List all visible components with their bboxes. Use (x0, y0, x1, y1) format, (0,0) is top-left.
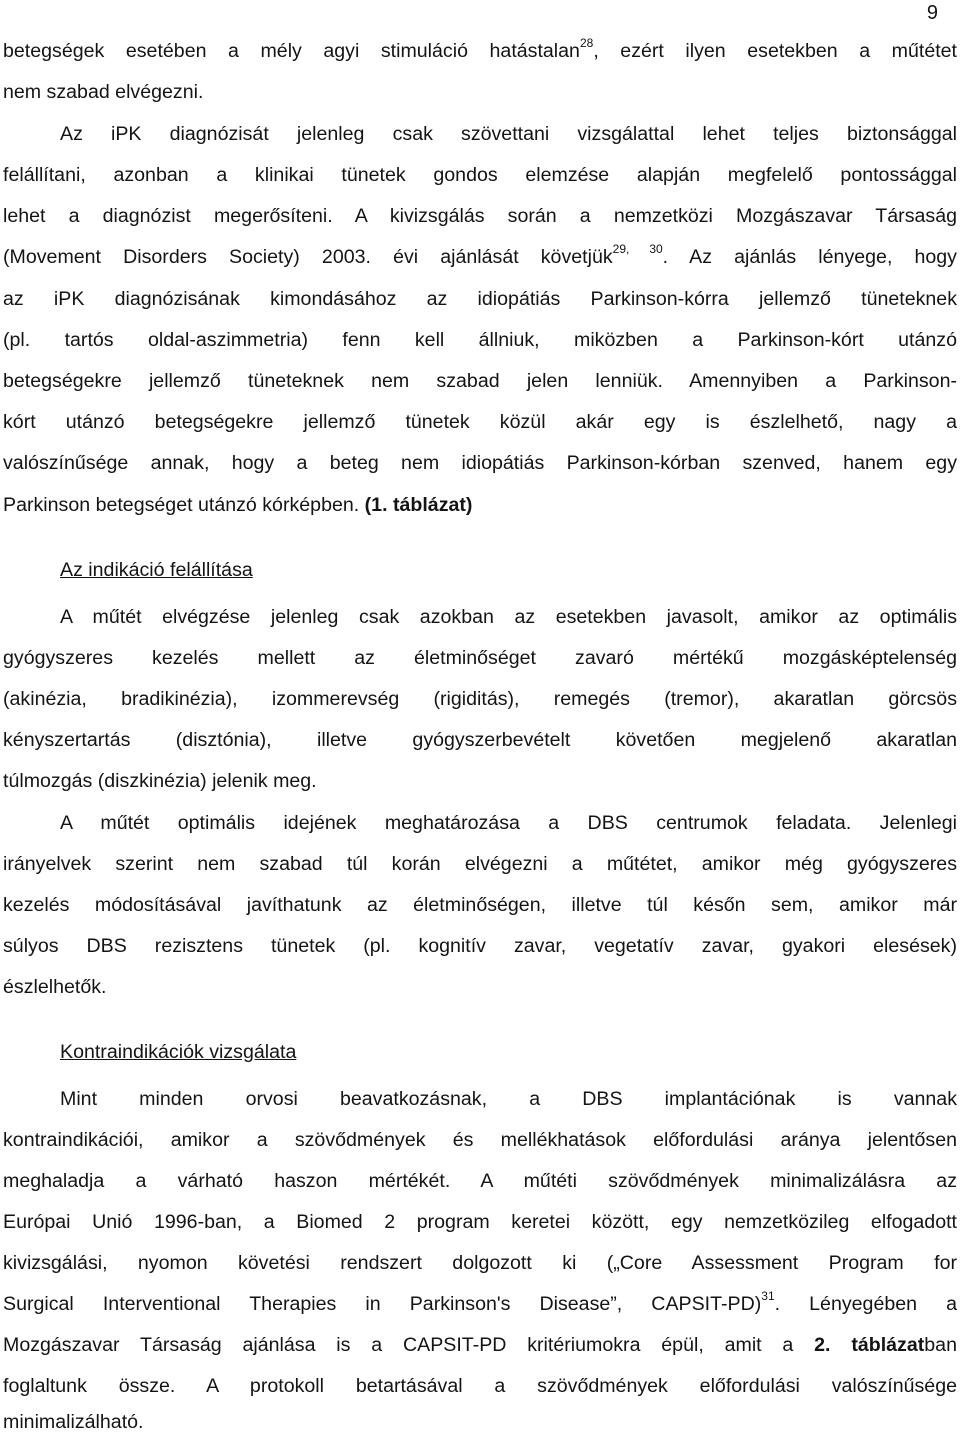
table-reference: 2. táblázat (814, 1334, 925, 1356)
text-line: (akinézia, bradikinézia), izommerevség (rigiditás), remegés (tremor), akaratlan görcsös (3, 688, 957, 710)
text-line: minimalizálható. (3, 1411, 144, 1433)
text-line: Európai Unió 1996-ban, a Biomed 2 program keretei között, egy nemzetközileg elfogadott (3, 1211, 957, 1233)
text-run: , ezért ilyen esetekben a műtétet (593, 40, 957, 62)
text-line: foglaltunk össze. A protokoll betartásával a szövődmények előfordulási valószínűsége (3, 1375, 957, 1397)
text-line: irányelvek szerint nem szabad túl korán elvégezni a műtétet, amikor még gyógyszeres (3, 853, 957, 875)
section-heading: Kontraindikációk vizsgálata (60, 1041, 297, 1063)
text-line (3, 485, 957, 526)
text-run: . Az ajánlás lényege, hogy (662, 246, 957, 268)
text-line: észlelhetők. (3, 976, 107, 998)
text-line: valószínűsége annak, hogy a beteg nem idiopátiás Parkinson-kórban szenved, hanem egy (3, 452, 957, 474)
text-line (3, 1284, 957, 1325)
table-reference: (1. táblázat) (364, 494, 473, 516)
reference-superscript: 31 (761, 1289, 775, 1303)
text-line: túlmozgás (diszkinézia) jelenik meg. (3, 770, 317, 792)
reference-superscript: 28 (579, 36, 594, 50)
text-run: betegségek esetében a mély agyi stimuláció hatástalan (3, 40, 580, 62)
text-line (3, 1325, 957, 1366)
text-line: az iPK diagnózisának kimondásához az idiopátiás Parkinson-kórra jellemző tüneteknek (3, 288, 957, 310)
text-line (3, 31, 957, 72)
text-line: Mint minden orvosi beavatkozásnak, a DBS implantációnak is vannak (60, 1088, 957, 1110)
text-line: kontraindikációi, amikor a szövődmények és mellékhatások előfordulási aránya jelentősen (3, 1129, 957, 1151)
page-number: 9 (926, 2, 938, 24)
text-line: súlyos DBS rezisztens tünetek (pl. kognitív zavar, vegetatív zavar, gyakori elesések) (3, 935, 957, 957)
text-line: Az iPK diagnózisát jelenleg csak szövettani vizsgálattal lehet teljes biztonsággal (60, 123, 957, 145)
text-line (3, 237, 957, 278)
text-run: Parkinson betegséget utánzó kórképben. (3, 494, 365, 516)
reference-superscript: 29, 30 (612, 242, 663, 256)
text-line: A műtét elvégzése jelenleg csak azokban az esetekben javasolt, amikor az optimális (60, 606, 957, 628)
text-line: kezelés módosításával javíthatunk az életminőségen, illetve túl későn sem, amikor már (3, 894, 957, 916)
text-line: meghaladja a várható haszon mértékét. A műtéti szövődmények minimalizálásra az (3, 1170, 957, 1192)
text-line: kivizsgálási, nyomon követési rendszert dolgozott ki („Core Assessment Program for (3, 1252, 957, 1274)
text-line: lehet a diagnózist megerősíteni. A kivizsgálás során a nemzetközi Mozgászavar Társaság (3, 205, 957, 227)
text-run: Surgical Interventional Therapies in Parkinson's Disease”, CAPSIT-PD) (3, 1293, 762, 1315)
section-heading: Az indikáció felállítása (60, 559, 253, 581)
text-line: nem szabad elvégezni. (3, 81, 204, 103)
text-line: betegségekre jellemző tüneteknek nem szabad jelen lenniük. Amennyiben a Parkinson- (3, 370, 957, 392)
text-line: gyógyszeres kezelés mellett az életminőséget zavaró mértékű mozgásképtelenség (3, 647, 957, 669)
text-line: A műtét optimális idejének meghatározása a DBS centrumok feladata. Jelenlegi (60, 812, 957, 834)
text-run: . Lényegében a (774, 1293, 957, 1315)
text-run: Mozgászavar Társaság ajánlása is a CAPSIT-PD kritériumokra épül, amit a (3, 1334, 815, 1356)
text-line: kórt utánzó betegségekre jellemző tünetek közül akár egy is észlelhető, nagy a (3, 411, 957, 433)
text-line: kényszertartás (disztónia), illetve gyógyszerbevételt követően megjelenő akaratlan (3, 729, 957, 751)
text-line: (pl. tartós oldal-aszimmetria) fenn kell állniuk, miközben a Parkinson-kórt utánzó (3, 329, 957, 351)
text-line: felállítani, azonban a klinikai tünetek gondos elemzése alapján megfelelő pontossággal (3, 164, 957, 186)
text-run: (Movement Disorders Society) 2003. évi ajánlását követjük (3, 246, 613, 268)
text-run: ban (924, 1334, 957, 1356)
